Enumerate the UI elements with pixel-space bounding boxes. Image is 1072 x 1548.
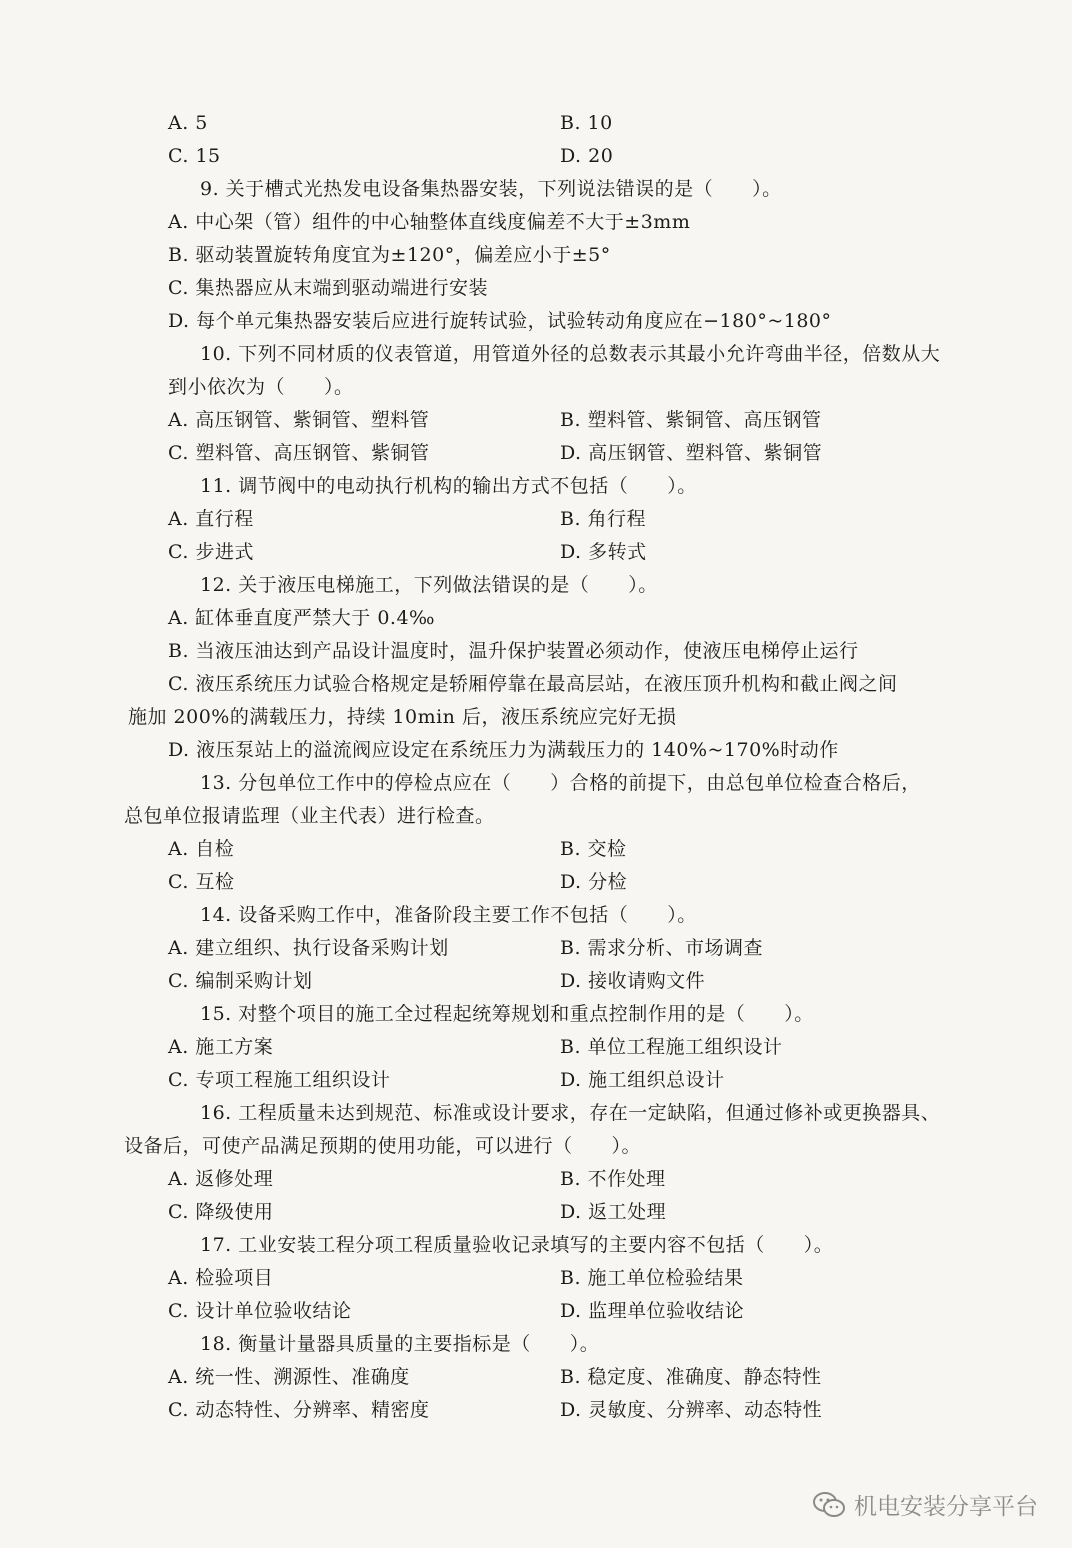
- question-16-stem-cont: 设备后，可使产品满足预期的使用功能，可以进行（ ）。: [124, 1135, 642, 1157]
- question-11-option-d: D. 多转式: [560, 541, 647, 563]
- question-16-option-b: B. 不作处理: [560, 1168, 666, 1190]
- question-13-option-b: B. 交检: [560, 838, 627, 860]
- question-15-option-d: D. 施工组织总设计: [560, 1069, 725, 1091]
- question-12-stem: 12. 关于液压电梯施工，下列做法错误的是（ ）。: [200, 574, 658, 596]
- watermark-text: 机电安装分享平台: [854, 1494, 1038, 1520]
- question-10-option-c: C. 塑料管、高压钢管、紫铜管: [168, 442, 430, 464]
- question-9-option-c: C. 集热器应从末端到驱动端进行安装: [168, 277, 488, 299]
- question-11-option-c: C. 步进式: [168, 541, 254, 563]
- question-10-option-d: D. 高压钢管、塑料管、紫铜管: [560, 442, 823, 464]
- question-17-option-b: B. 施工单位检验结果: [560, 1267, 744, 1289]
- question-14-stem: 14. 设备采购工作中，准备阶段主要工作不包括（ ）。: [200, 904, 697, 926]
- question-12-option-c: C. 液压系统压力试验合格规定是轿厢停靠在最高层站，在液压顶升机构和截止阀之间: [168, 673, 898, 695]
- question-16-stem: 16. 工程质量未达到规范、标准或设计要求，存在一定缺陷，但通过修补或更换器具、: [200, 1102, 941, 1124]
- question-9-stem: 9. 关于槽式光热发电设备集热器安装，下列说法错误的是（ ）。: [200, 178, 782, 200]
- option-c: C. 15: [168, 145, 221, 167]
- question-17-option-c: C. 设计单位验收结论: [168, 1300, 352, 1322]
- question-16-option-c: C. 降级使用: [168, 1201, 274, 1223]
- question-18-option-a: A. 统一性、溯源性、准确度: [168, 1366, 410, 1388]
- question-13-option-d: D. 分检: [560, 871, 628, 893]
- question-13-option-a: A. 自检: [168, 838, 235, 860]
- question-13-option-c: C. 互检: [168, 871, 235, 893]
- question-14-option-c: C. 编制采购计划: [168, 970, 313, 992]
- question-15-option-a: A. 施工方案: [168, 1036, 274, 1058]
- question-9-option-b: B. 驱动装置旋转角度宜为±120°，偏差应小于±5°: [168, 244, 611, 266]
- question-12-option-b: B. 当液压油达到产品设计温度时，温升保护装置必须动作，使液压电梯停止运行: [168, 640, 859, 662]
- question-17-option-a: A. 检验项目: [168, 1267, 274, 1289]
- question-18-option-c: C. 动态特性、分辨率、精密度: [168, 1399, 430, 1421]
- option-a: A. 5: [168, 112, 208, 134]
- question-16-option-a: A. 返修处理: [168, 1168, 274, 1190]
- question-9-option-a: A. 中心架（管）组件的中心轴整体直线度偏差不大于±3mm: [168, 211, 691, 233]
- question-16-option-d: D. 返工处理: [560, 1201, 667, 1223]
- question-15-option-b: B. 单位工程施工组织设计: [560, 1036, 783, 1058]
- question-18-option-b: B. 稳定度、准确度、静态特性: [560, 1366, 822, 1388]
- question-10-stem: 10. 下列不同材质的仪表管道，用管道外径的总数表示其最小允许弯曲半径，倍数从大: [200, 343, 941, 365]
- question-10-stem-cont: 到小依次为（ ）。: [168, 376, 354, 398]
- option-b: B. 10: [560, 112, 613, 134]
- question-14-option-b: B. 需求分析、市场调查: [560, 937, 764, 959]
- question-11-stem: 11. 调节阀中的电动执行机构的输出方式不包括（ ）。: [200, 475, 697, 497]
- option-d: D. 20: [560, 145, 614, 167]
- wechat-icon: [812, 1491, 846, 1519]
- question-15-stem: 15. 对整个项目的施工全过程起统筹规划和重点控制作用的是（ ）。: [200, 1003, 814, 1025]
- question-18-option-d: D. 灵敏度、分辨率、动态特性: [560, 1399, 823, 1421]
- question-13-stem-cont: 总包单位报请监理（业主代表）进行检查。: [124, 805, 495, 827]
- question-12-option-a: A. 缸体垂直度严禁大于 0.4‰: [168, 607, 436, 629]
- question-9-option-d: D. 每个单元集热器安装后应进行旋转试验，试验转动角度应在−180°~180°: [168, 310, 832, 332]
- question-14-option-a: A. 建立组织、执行设备采购计划: [168, 937, 449, 959]
- question-10-option-b: B. 塑料管、紫铜管、高压钢管: [560, 409, 822, 431]
- question-12-option-c-cont: 施加 200%的满载压力，持续 10min 后，液压系统应完好无损: [128, 706, 677, 728]
- question-13-stem: 13. 分包单位工作中的停检点应在（ ）合格的前提下，由总包单位检查合格后，: [200, 772, 921, 794]
- question-17-option-d: D. 监理单位验收结论: [560, 1300, 745, 1322]
- question-10-option-a: A. 高压钢管、紫铜管、塑料管: [168, 409, 430, 431]
- question-17-stem: 17. 工业安装工程分项工程质量验收记录填写的主要内容不包括（ ）。: [200, 1234, 834, 1256]
- question-15-option-c: C. 专项工程施工组织设计: [168, 1069, 391, 1091]
- question-11-option-b: B. 角行程: [560, 508, 647, 530]
- watermark: [812, 1488, 1038, 1521]
- question-14-option-d: D. 接收请购文件: [560, 970, 706, 992]
- question-18-stem: 18. 衡量计量器具质量的主要指标是（ ）。: [200, 1333, 600, 1355]
- question-12-option-d: D. 液压泵站上的溢流阀应设定在系统压力为满载压力的 140%~170%时动作: [168, 739, 839, 761]
- question-11-option-a: A. 直行程: [168, 508, 254, 530]
